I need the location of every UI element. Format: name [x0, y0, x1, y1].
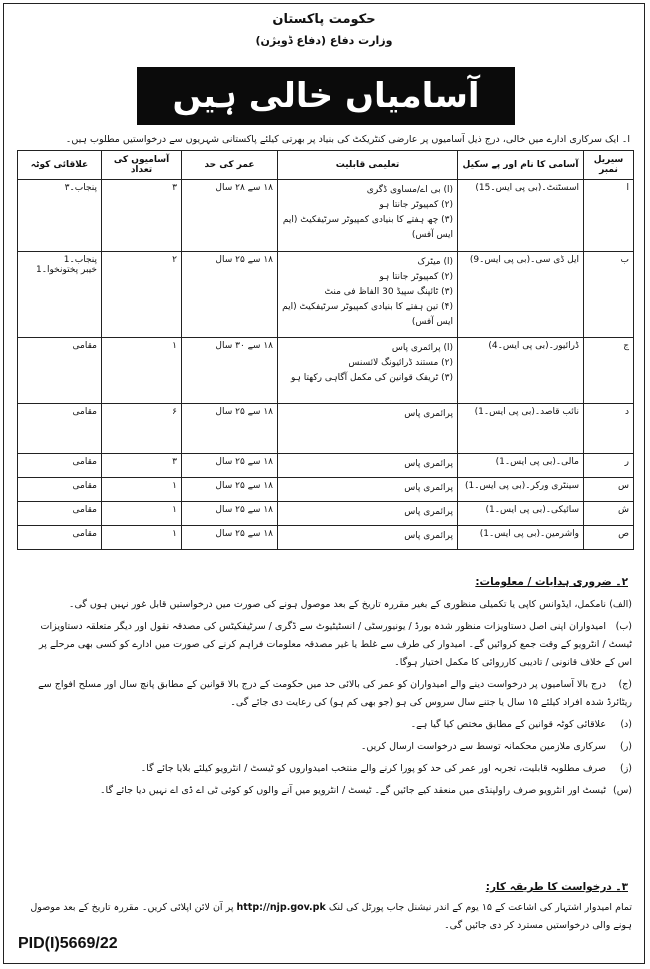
table-row [18, 252, 634, 338]
qualification-line: (۳) ٹریفک قوانین کی مکمل آگاہی رکھتا ہو [290, 373, 453, 383]
serial-cell: س [584, 478, 634, 502]
qualification-cell [278, 404, 458, 454]
quota-line: مقامی [72, 341, 97, 351]
instruction-item [22, 618, 632, 672]
qualification-line: پرائمری پاس [404, 483, 453, 493]
post-cell: ایل ڈی سی۔(بی پی ایس۔9) [458, 252, 584, 338]
table-row [18, 338, 634, 404]
serial-cell: ر [584, 454, 634, 478]
quota-line: پنجاب۔۳ [64, 183, 97, 193]
age-cell: ۱۸ سے ۲۵ سال [182, 526, 278, 550]
serial-cell: د [584, 404, 634, 454]
instruction-label: (ز) [619, 763, 632, 774]
count-cell: ۲ [102, 252, 182, 338]
njp-link[interactable]: http://njp.gov.pk [236, 902, 326, 913]
instruction-text: درج بالا آسامیوں پر درخواست دینے والے امیدواران کو عمر کی بالائی حد میں حکومت کے درج بالا قوانین کے مطابق پانچ سال اور مسلح افواج سے ریٹائرڈ شدہ افراد کیلئے ۱۵ سال یا جتنے سال سروس کی ہو (جو بھی کم ہو) کی رعایت دی جائے گی۔ [38, 679, 632, 708]
instruction-text: صرف مطلوبہ قابلیت، تجربہ اور عمر کی حد کو پورا کرنے والے منتخب امیدواروں کو ٹیسٹ / انٹرویو کیلئے بلایا جائے گا۔ [140, 763, 606, 774]
instruction-text: علاقائی کوٹہ قوانین کے مطابق مختص کیا گیا ہے۔ [410, 719, 606, 730]
instruction-item [22, 596, 632, 614]
advertisement-page [3, 3, 645, 964]
instruction-item [22, 716, 632, 734]
instruction-label: (الف) [609, 599, 632, 610]
qualification-line: (ا) میٹرک [417, 257, 453, 267]
vacancies-banner: آسامیاں خالی ہیں [137, 67, 515, 125]
age-cell: ۱۸ سے ۲۵ سال [182, 502, 278, 526]
vacancies-table [17, 150, 634, 550]
table-row [18, 404, 634, 454]
instruction-label: (ب) [615, 621, 632, 632]
table-row [18, 478, 634, 502]
table-header-row [18, 151, 634, 180]
count-cell: ۳ [102, 180, 182, 252]
quota-cell [18, 180, 102, 252]
age-cell: ۱۸ سے ۲۸ سال [182, 180, 278, 252]
intro-text: ا۔ ایک سرکاری ادارے میں خالی، درج ذیل آسامیوں پر عارضی کنٹریکٹ کی بنیاد پر بھرتی کیلئے پاکستانی شہریوں سے درخواستیں مطلوب ہیں۔ [65, 134, 630, 145]
post-cell: اسسٹنٹ۔(بی پی ایس۔15) [458, 180, 584, 252]
table-row [18, 502, 634, 526]
quota-line: مقامی [72, 529, 97, 539]
instruction-text: سرکاری ملازمین محکمانہ توسط سے درخواست ارسال کریں۔ [360, 741, 606, 752]
instructions-list [22, 596, 632, 804]
count-cell: ۱ [102, 338, 182, 404]
qualification-cell [278, 338, 458, 404]
government-title: حکومت پاکستان [272, 12, 376, 27]
qualification-cell [278, 526, 458, 550]
instruction-text: ٹیسٹ اور انٹرویو صرف راولپنڈی میں منعقد کیے جائیں گے۔ ٹیسٹ / انٹرویو میں آنے والوں کو کوئی ٹی اے ڈی اے نہیں دیا جائے گا۔ [99, 785, 606, 796]
qualification-line: پرائمری پاس [404, 459, 453, 469]
header-qualification: تعلیمی قابلیت [278, 151, 458, 180]
header-quota: علاقائی کوٹہ [18, 151, 102, 180]
qualification-line: (ا) بی اے/مساوی ڈگری [366, 185, 453, 195]
count-cell: ۱ [102, 502, 182, 526]
procedure-text-after: پر آن لائن اپلائی کریں۔ مقررہ تاریخ کے بعد موصول ہونے والی درخواستیں مسترد کر دی جائیں گی۔ [30, 902, 632, 931]
age-cell: ۱۸ سے ۳۰ سال [182, 338, 278, 404]
instruction-item [22, 760, 632, 778]
post-cell: سائیکی۔(بی پی ایس۔1) [458, 502, 584, 526]
qualification-line: پرائمری پاس [404, 409, 453, 419]
serial-cell: ص [584, 526, 634, 550]
quota-line: مقامی [72, 481, 97, 491]
instruction-label: (ج) [618, 679, 632, 690]
post-cell: نائب قاصد۔(بی پی ایس۔1) [458, 404, 584, 454]
quota-line: مقامی [72, 407, 97, 417]
qualification-line: (۲) کمپیوٹر جانتا ہو [379, 200, 453, 210]
post-cell: ڈرائیور۔(بی پی ایس۔4) [458, 338, 584, 404]
quota-cell [18, 338, 102, 404]
post-cell: سینٹری ورکر۔(بی پی ایس۔1) [458, 478, 584, 502]
age-cell: ۱۸ سے ۲۵ سال [182, 478, 278, 502]
count-cell: ۳ [102, 454, 182, 478]
qualification-line: (۲) مستند ڈرائیونگ لائسنس [348, 358, 453, 368]
quota-line: خیبر پختونخوا۔1 [36, 265, 97, 275]
header-serial: سیریل نمبر [584, 151, 634, 180]
count-cell: ۱ [102, 526, 182, 550]
ministry-title: وزارت دفاع (دفاع ڈویژن) [255, 34, 393, 47]
qualification-line: (۳) ٹائپنگ سپیڈ 30 الفاظ فی منٹ [324, 287, 453, 297]
instruction-item [22, 782, 632, 800]
serial-cell: ش [584, 502, 634, 526]
header-age: عمر کی حد [182, 151, 278, 180]
header-post: آسامی کا نام اور پے سکیل [458, 151, 584, 180]
quota-cell [18, 526, 102, 550]
qualification-line: (۳) چھ ہفتے کا بنیادی کمپیوٹر سرٹیفکیٹ (ایم ایس آفس) [282, 215, 453, 240]
instructions-title: ۲۔ ضروری ہدایات / معلومات: [475, 576, 628, 588]
serial-cell: ا [584, 180, 634, 252]
quota-line: پنجاب۔1 [63, 255, 97, 265]
qualification-cell [278, 478, 458, 502]
qualification-cell [278, 454, 458, 478]
age-cell: ۱۸ سے ۲۵ سال [182, 404, 278, 454]
qualification-cell [278, 502, 458, 526]
quota-line: مقامی [72, 457, 97, 467]
qualification-line: (۲) کمپیوٹر جانتا ہو [379, 272, 453, 282]
instruction-label: (س) [612, 785, 632, 796]
procedure-text [22, 899, 632, 935]
procedure-text-before: تمام امیدوار اشتہار کی اشاعت کے ۱۵ یوم کے اندر نیشنل جاب پورٹل کی لنک [328, 902, 632, 913]
serial-cell: ج [584, 338, 634, 404]
instruction-text: نامکمل، ایڈوانس کاپی یا تکمیلی منظوری کے بغیر مقررہ تاریخ کے بعد موصول ہونے کی صورت میں درخواستیں قابل غور نہیں ہوں گی۔ [68, 599, 606, 610]
qualification-line: پرائمری پاس [404, 531, 453, 541]
age-cell: ۱۸ سے ۲۵ سال [182, 252, 278, 338]
quota-cell [18, 454, 102, 478]
count-cell: ۱ [102, 478, 182, 502]
qualification-cell [278, 252, 458, 338]
qualification-line: (ا) پرائمری پاس [391, 343, 453, 353]
count-cell: ۶ [102, 404, 182, 454]
post-cell: واشرمین۔(بی پی ایس۔1) [458, 526, 584, 550]
instruction-label: (د) [620, 719, 632, 730]
header-count: آسامیوں کی تعداد [102, 151, 182, 180]
table-row [18, 526, 634, 550]
quota-cell [18, 252, 102, 338]
quota-cell [18, 502, 102, 526]
instruction-text: امیدواران اپنی اصل دستاویزات منظور شدہ بورڈ / یونیورسٹی / انسٹیٹیوٹ سے ڈگری / سرٹیفکیٹس کی مصدقہ نقول اور دیگر متعلقہ دستاویزات ٹیسٹ / انٹرویو کے وقت جمع کروائیں گے۔ امیدوار کی طرف سے غلط یا غیر مصدقہ معلومات فراہم کرنے کی صورت میں ادارے کو کسی بھی مرحلے پر اس کے خلاف قانونی / تادیبی کارروائی کا مکمل اختیار ہوگا۔ [39, 621, 632, 668]
post-cell: مالی۔(بی پی ایس۔1) [458, 454, 584, 478]
serial-cell: ب [584, 252, 634, 338]
pid-number: PID(I)5669/22 [18, 935, 118, 952]
qualification-line: (۴) تین ہفتے کا بنیادی کمپیوٹر سرٹیفکیٹ (ایم ایس آفس) [282, 302, 453, 327]
instruction-label: (ر) [619, 741, 632, 752]
quota-cell [18, 404, 102, 454]
instruction-item [22, 676, 632, 712]
procedure-title: ۳۔ درخواست کا طریقہ کار: [485, 881, 628, 893]
qualification-line: پرائمری پاس [404, 507, 453, 517]
quota-line: مقامی [72, 505, 97, 515]
quota-cell [18, 478, 102, 502]
table-row [18, 454, 634, 478]
table-row [18, 180, 634, 252]
age-cell: ۱۸ سے ۲۵ سال [182, 454, 278, 478]
qualification-cell [278, 180, 458, 252]
instruction-item [22, 738, 632, 756]
